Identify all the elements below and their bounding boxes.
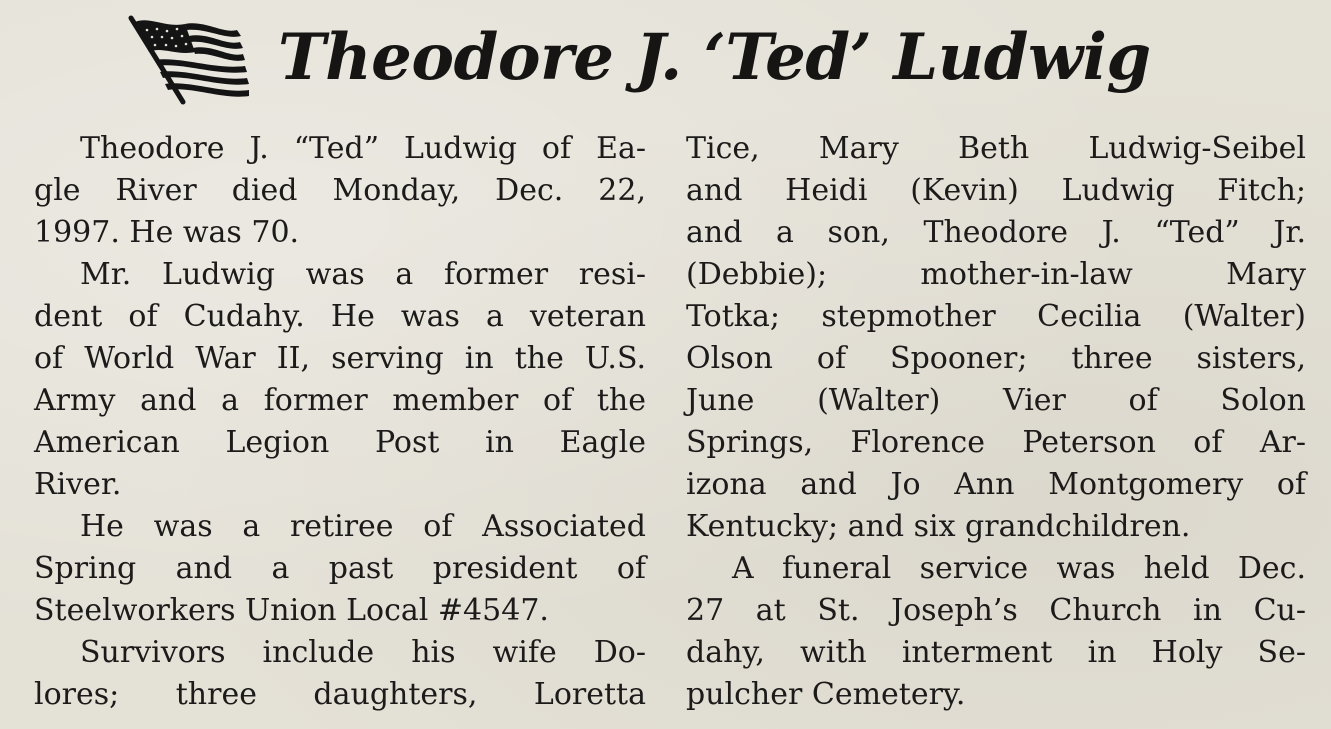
text-line: Army and a former member of the xyxy=(34,383,646,418)
obituary-headline: Theodore J. ‘Ted’ Ludwig xyxy=(278,20,1151,95)
text-line: Steelworkers Union Local #4547. xyxy=(34,593,549,628)
text-line: of World War II, serving in the U.S. xyxy=(34,341,646,376)
text-line: Tice, Mary Beth Ludwig-Seibel xyxy=(686,131,1306,166)
text-line: 27 at St. Joseph’s Church in Cu- xyxy=(686,593,1306,628)
text-line: dahy, with interment in Holy Se- xyxy=(686,635,1306,670)
text-line: and Heidi (Kevin) Ludwig Fitch; xyxy=(686,173,1306,208)
text-line: Olson of Spooner; three sisters, xyxy=(686,341,1306,376)
text-line: Springs, Florence Peterson of Ar- xyxy=(686,425,1306,460)
right-text-column xyxy=(686,128,1306,716)
text-line: izona and Jo Ann Montgomery of xyxy=(686,467,1306,502)
text-line: Theodore J. “Ted” Ludwig of Ea- xyxy=(80,131,646,166)
text-line: and a son, Theodore J. “Ted” Jr. xyxy=(686,215,1306,250)
text-line: He was a retiree of Associated xyxy=(80,509,646,544)
left-text-column xyxy=(34,128,646,716)
text-line: Totka; stepmother Cecilia (Walter) xyxy=(686,299,1306,334)
text-line: pulcher Cemetery. xyxy=(686,677,966,712)
text-line: Survivors include his wife Do- xyxy=(80,635,646,670)
text-line: dent of Cudahy. He was a veteran xyxy=(34,299,646,334)
text-line: A funeral service was held Dec. xyxy=(732,551,1306,586)
text-line: June (Walter) Vier of Solon xyxy=(686,383,1306,418)
text-line: (Debbie); mother-in-law Mary xyxy=(686,257,1306,292)
text-line: River. xyxy=(34,467,122,502)
text-line: Mr. Ludwig was a former resi- xyxy=(80,257,646,292)
text-line: American Legion Post in Eagle xyxy=(34,425,646,460)
american-flag-icon xyxy=(125,10,250,105)
text-line: lores; three daughters, Loretta xyxy=(34,677,646,712)
text-line: gle River died Monday, Dec. 22, xyxy=(34,173,646,208)
text-line: 1997. He was 70. xyxy=(34,215,300,250)
text-line: Kentucky; and six grandchildren. xyxy=(686,509,1191,544)
text-line: Spring and a past president of xyxy=(34,551,646,586)
